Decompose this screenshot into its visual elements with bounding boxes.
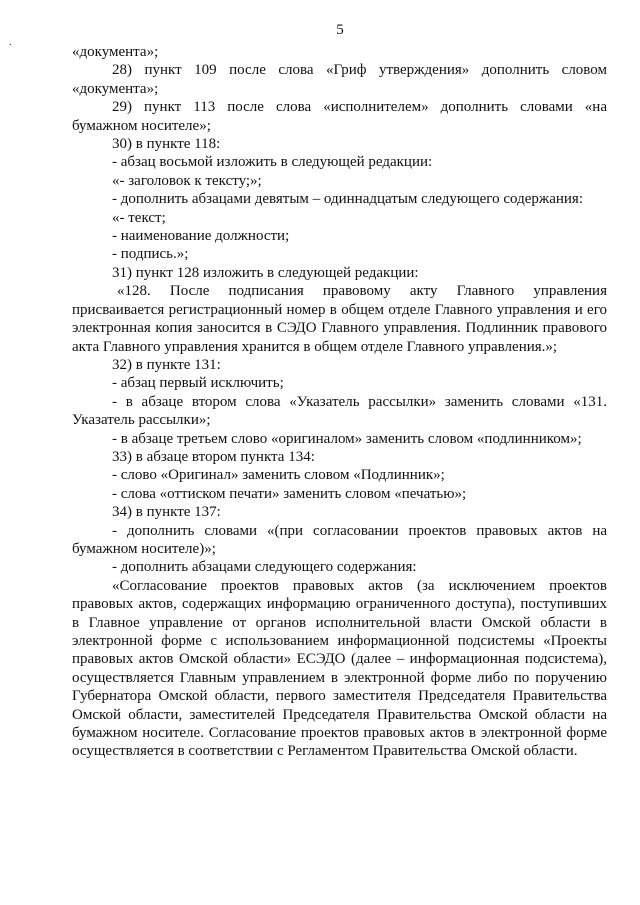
paragraph-item-34-sub-2: - дополнить абзацами следующего содержания: <box>112 559 417 576</box>
paragraph-item-33-sub-1: - слово «Оригинал» заменить словом «Подлинник»; <box>112 467 445 484</box>
paragraph-item-34-sub-1: - дополнить словами «(при согласовании проектов правовых актов на бумажном носителе)»; <box>72 522 607 557</box>
paragraph-item-33-sub-2: - слова «оттиском печати» заменить словом «печатью»; <box>112 485 467 502</box>
paragraph-item-34: 34) в пункте 137: <box>112 504 221 521</box>
document-body <box>72 43 607 761</box>
paragraph-item-30-sub-5: - наименование должности; <box>112 228 290 245</box>
paragraph-item-32-sub-2: - в абзаце втором слова «Указатель рассылки» заменить словами «131. Указатель рассылки»; <box>72 393 607 429</box>
paragraph-item-34-quote: «Согласование проектов правовых актов (за исключением проектов правовых актов, содержащих информацию ограниченного доступа), поступивших в Главное управление от органов исполнительной власти Омской области в электронной форме с использованием информационной подсистемы «Проекты правовых актов Омской области» ЕСЭДО (далее – информационная подсистема), осуществляется Главным управлением в электронной форме либо по поручению Губернатора Омской области, первого заместителя Председателя Правительства Омской области, заместителей Председателя Правительства Омской области на бумажном носителе. Согласование проектов правовых актов в электронной форме осуществляется в соответствии с Регламентом Правительства Омской области. <box>72 577 607 760</box>
margin-mark: . <box>9 37 12 48</box>
paragraph-item-32-sub-1: - абзац первый исключить; <box>112 375 284 392</box>
paragraph-item-28: 28) пункт 109 после слова «Гриф утверждения» дополнить словом «документа»; <box>72 62 607 97</box>
paragraph-item-32: 32) в пункте 131: <box>112 356 221 373</box>
paragraph-item-31-quote: «128. После подписания правовому акту Главного управления присваивается регистрационный номер в общем отделе Главного управления и его электронная копия заносится в СЭДО Главного управления. Подлинник правового акта Главного управления хранится в общем отделе Главного управления.»; <box>72 283 607 355</box>
paragraph-item-32-sub-3: - в абзаце третьем слово «оригиналом» заменить словом «подлинником»; <box>112 430 582 447</box>
paragraph-item-30: 30) в пункте 118: <box>112 136 221 153</box>
paragraph-item-31: 31) пункт 128 изложить в следующей редакции: <box>112 264 419 281</box>
paragraph-item-30-sub-2: «- заголовок к тексту;»; <box>112 172 262 189</box>
paragraph-item-29: 29) пункт 113 после слова «исполнителем» дополнить словами «на бумажном носителе»; <box>72 99 607 134</box>
paragraph-item-30-sub-3: - дополнить абзацами девятым – одиннадцатым следующего содержания: <box>112 191 583 208</box>
paragraph-item-30-sub-1: - абзац восьмой изложить в следующей редакции: <box>112 154 433 171</box>
paragraph-continuation: «документа»; <box>72 44 159 60</box>
paragraph-item-30-sub-6: - подпись.»; <box>112 246 189 263</box>
paragraph-item-33: 33) в абзаце втором пункта 134: <box>112 448 315 465</box>
paragraph-item-30-sub-4: «- текст; <box>112 209 166 226</box>
page-number: 5 <box>336 22 344 38</box>
